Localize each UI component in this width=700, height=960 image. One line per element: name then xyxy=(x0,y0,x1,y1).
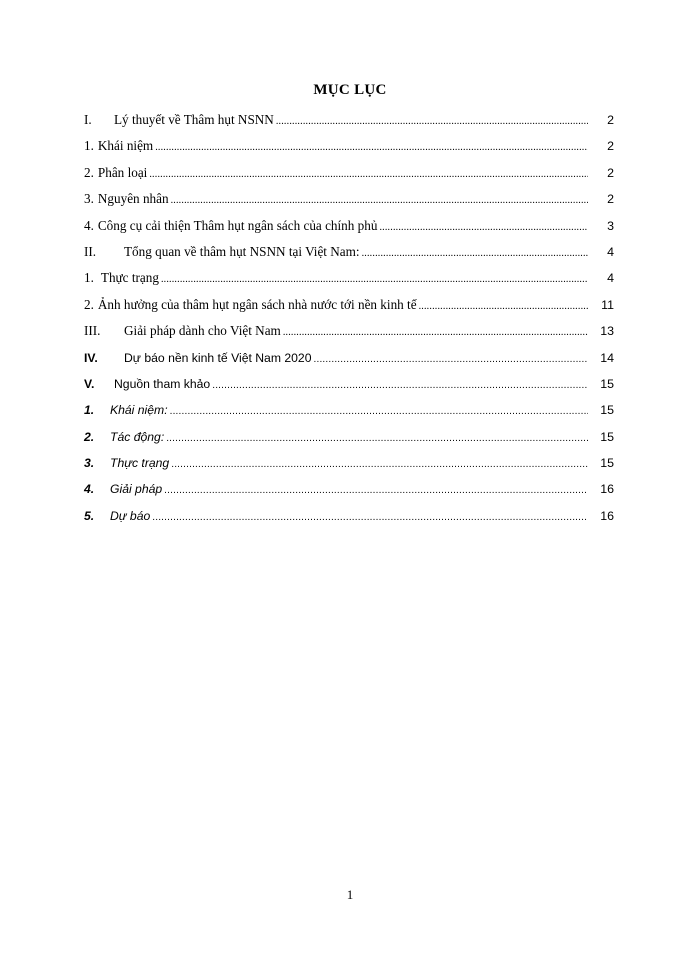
toc-entry-number: 3. xyxy=(84,456,95,471)
toc-entry-number: IV. xyxy=(84,350,98,365)
toc-entry-page: 11 xyxy=(601,297,614,312)
toc-entry-7[interactable] xyxy=(84,268,614,294)
toc-entry-page: 2 xyxy=(607,192,614,207)
toc-entry-number: III. xyxy=(84,323,101,339)
toc-entry-number: 1. xyxy=(84,138,94,154)
toc-entry-10[interactable] xyxy=(84,348,614,374)
toc-entry-1[interactable] xyxy=(84,110,614,136)
toc-entry-page: 4 xyxy=(607,271,614,286)
toc-entry-label: Thực trạng xyxy=(100,270,159,286)
toc-leader-dots xyxy=(164,481,588,501)
toc-leader-dots xyxy=(170,402,588,422)
toc-entry-number: 2. xyxy=(84,164,94,180)
toc-entry-number: I. xyxy=(84,112,92,127)
toc-entry-8[interactable] xyxy=(84,295,614,321)
toc-leader-dots xyxy=(155,138,588,158)
toc-entry-14[interactable] xyxy=(84,453,614,479)
toc-entry-5[interactable] xyxy=(84,216,614,242)
toc-leader-dots xyxy=(161,270,588,290)
toc-entry-label: Giải pháp dành cho Việt Nam xyxy=(124,323,281,339)
toc-leader-dots xyxy=(362,244,588,264)
toc-entry-page: 2 xyxy=(607,165,614,180)
toc-leader-dots xyxy=(166,429,588,449)
toc-entry-label: Tác động: xyxy=(110,429,165,444)
toc-entry-label: Lý thuyết về Thâm hụt NSNN xyxy=(114,112,274,127)
toc-entry-page: 4 xyxy=(607,244,614,259)
toc-entry-number: 2. xyxy=(84,429,95,444)
toc-entry-page: 14 xyxy=(600,350,614,365)
toc-entry-label: Khái niệm: xyxy=(110,403,168,418)
toc-entry-label: Nguồn tham khảo xyxy=(114,376,211,391)
toc-leader-dots xyxy=(212,376,588,396)
toc-entry-number: 4. xyxy=(84,482,95,497)
toc-entry-page: 2 xyxy=(607,113,614,127)
toc-leader-dots xyxy=(149,165,588,185)
toc-entry-page: 15 xyxy=(600,403,614,418)
toc-entry-4[interactable] xyxy=(84,189,614,215)
toc-entry-number: 1. xyxy=(84,403,95,418)
toc-entry-number: 1. xyxy=(84,270,94,286)
toc-entry-label: Tổng quan về thâm hụt NSNN tại Việt Nam: xyxy=(124,243,360,259)
toc-leader-dots xyxy=(313,350,588,370)
toc-entry-6[interactable] xyxy=(84,242,614,268)
page-number: 1 xyxy=(346,887,354,902)
toc-entry-label: Giải pháp xyxy=(110,482,163,497)
toc-entry-2[interactable] xyxy=(84,136,614,162)
toc-entry-page: 15 xyxy=(600,456,614,471)
toc-entry-label: Phân loại xyxy=(97,164,148,180)
toc-entry-12[interactable] xyxy=(84,400,614,426)
toc-entry-15[interactable] xyxy=(84,479,614,505)
toc-entry-number: 4. xyxy=(84,217,94,233)
toc-entry-label: Dự báo xyxy=(110,508,151,523)
toc-title: MỤC LỤC xyxy=(313,82,387,98)
toc-entry-page: 3 xyxy=(607,218,614,233)
toc-entry-16[interactable] xyxy=(84,506,614,532)
toc-entry-11[interactable] xyxy=(84,374,614,400)
toc-entry-number: V. xyxy=(84,376,95,391)
toc-entry-number: II. xyxy=(84,243,97,259)
toc-entry-page: 2 xyxy=(607,139,614,154)
toc-entry-number: 2. xyxy=(84,296,94,312)
toc-entry-3[interactable] xyxy=(84,163,614,189)
table-of-contents xyxy=(84,110,614,532)
toc-entry-page: 13 xyxy=(600,324,614,339)
toc-leader-dots xyxy=(283,323,588,343)
toc-entry-label: Thực trạng xyxy=(110,456,170,471)
toc-entry-13[interactable] xyxy=(84,427,614,453)
toc-entry-page: 16 xyxy=(600,482,614,497)
toc-leader-dots xyxy=(419,297,588,317)
toc-entry-page: 15 xyxy=(600,376,614,391)
toc-entry-label: Công cụ cải thiện Thâm hụt ngân sách của chính phủ xyxy=(97,217,378,233)
toc-entry-label: Ảnh hưởng của thâm hụt ngân sách nhà nước tới nền kinh tế xyxy=(97,296,417,312)
toc-entry-label: Khái niệm xyxy=(97,138,154,154)
toc-leader-dots xyxy=(276,112,588,132)
toc-leader-dots xyxy=(379,218,588,238)
toc-entry-page: 16 xyxy=(600,508,614,523)
toc-entry-9[interactable] xyxy=(84,321,614,347)
toc-leader-dots xyxy=(171,191,588,211)
toc-leader-dots xyxy=(152,508,588,528)
toc-entry-page: 15 xyxy=(600,429,614,444)
toc-entry-number: 5. xyxy=(84,508,95,523)
toc-entry-label: Nguyên nhân xyxy=(97,191,169,207)
toc-entry-number: 3. xyxy=(84,191,94,207)
toc-entry-label: Dự báo nền kinh tế Việt Nam 2020 xyxy=(124,350,312,365)
toc-leader-dots xyxy=(171,455,588,475)
